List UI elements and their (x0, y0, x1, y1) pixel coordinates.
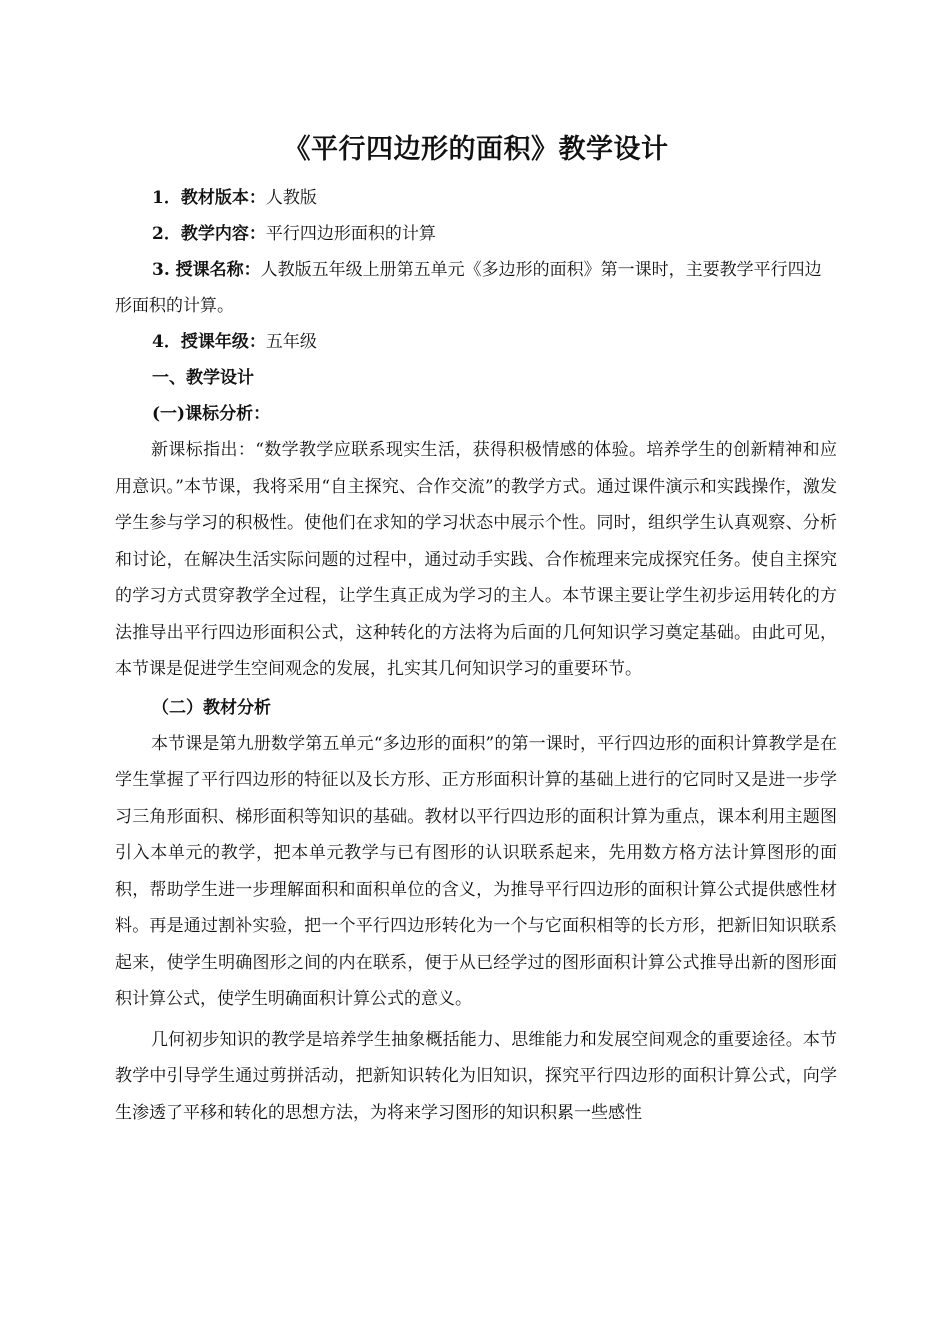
meta-content-value: 平行四边形面积的计算 (265, 224, 436, 244)
meta-lesson-name (115, 252, 837, 324)
document-title: 《平行四边形的面积》教学设计 (283, 134, 669, 165)
subsection-heading-textbook-analysis: （二）教材分析 (152, 697, 271, 718)
meta-grade-label: 4．授课年级： (152, 332, 266, 352)
document-page (115, 130, 837, 1131)
meta-grade (115, 324, 837, 360)
meta-content-label: 2．教学内容： (152, 224, 266, 244)
subsection-heading-curriculum-analysis: (一)课标分析： (152, 404, 271, 424)
textbook-analysis-paragraph-1: 本节课是第九册数学第五单元“多边形的面积”的第一课时，平行四边形的面积计算教学是在学生掌握了平行四边形的特征以及长方形、正方形面积计算的基础上进行的它同时又是进一步学习三角形面积、梯形面积等知识的基础。教材以平行四边形的面积计算为重点，课本利用主题图引入本单元的教学，把本单元教学与已有图形的认识联系起来，先用数方格方法计算图形的面积，帮助学生进一步理解面积和面积单位的含义，为推导平行四边形的面积计算公式提供感性材料。再是通过割补实验，把一个平行四边形转化为一个与它面积相等的长方形，把新旧知识联系起来，使学生明确图形之间的内在联系，便于从已经学过的图形面积计算公式推导出新的图形面积计算公式，使学生明确面积计算公式的意义。 (115, 733, 837, 1009)
meta-grade-value: 五年级 (265, 332, 317, 352)
section-heading-teaching-design: 一、教学设计 (152, 368, 254, 388)
meta-content (115, 216, 837, 252)
meta-edition-label: 1．教材版本： (152, 188, 266, 208)
meta-edition (115, 180, 837, 216)
curriculum-analysis-paragraph: 新课标指出：“数学教学应联系现实生活，获得积极情感的体验。培养学生的创新精神和应用意识。”本节课，我将采用“自主探究、合作交流”的教学方式。通过课件演示和实践操作，激发学生参与学习的积极性。使他们在求知的学习状态中展示个性。同时，组织学生认真观察、分析和讨论，在解决生活实际问题的过程中，通过动手实践、合作梳理来完成探究任务。使自主探究的学习方式贯穿教学全过程，让学生真正成为学习的主人。本节课主要让学生初步运用转化的方法推导出平行四边形面积公式，这种转化的方法将为后面的几何知识学习奠定基础。由此可见，本节课是促进学生空间观念的发展，扎实其几何知识学习的重要环节。 (115, 440, 837, 679)
textbook-analysis-paragraph-2: 几何初步知识的教学是培养学生抽象概括能力、思维能力和发展空间观念的重要途径。本节教学中引导学生通过剪拼活动，把新知识转化为旧知识，探究平行四边形的面积计算公式，向学生渗透了平移和转化的思想方法，为将来学习图形的知识积累一些感性 (115, 1029, 837, 1123)
meta-lesson-name-label: 3. 授课名称： (152, 260, 261, 280)
meta-lesson-name-value: 人教版五年级上册第五单元《多边形的面积》第一课时，主要教学平行四边形面积的计算。 (115, 260, 822, 316)
meta-edition-value: 人教版 (265, 188, 317, 208)
